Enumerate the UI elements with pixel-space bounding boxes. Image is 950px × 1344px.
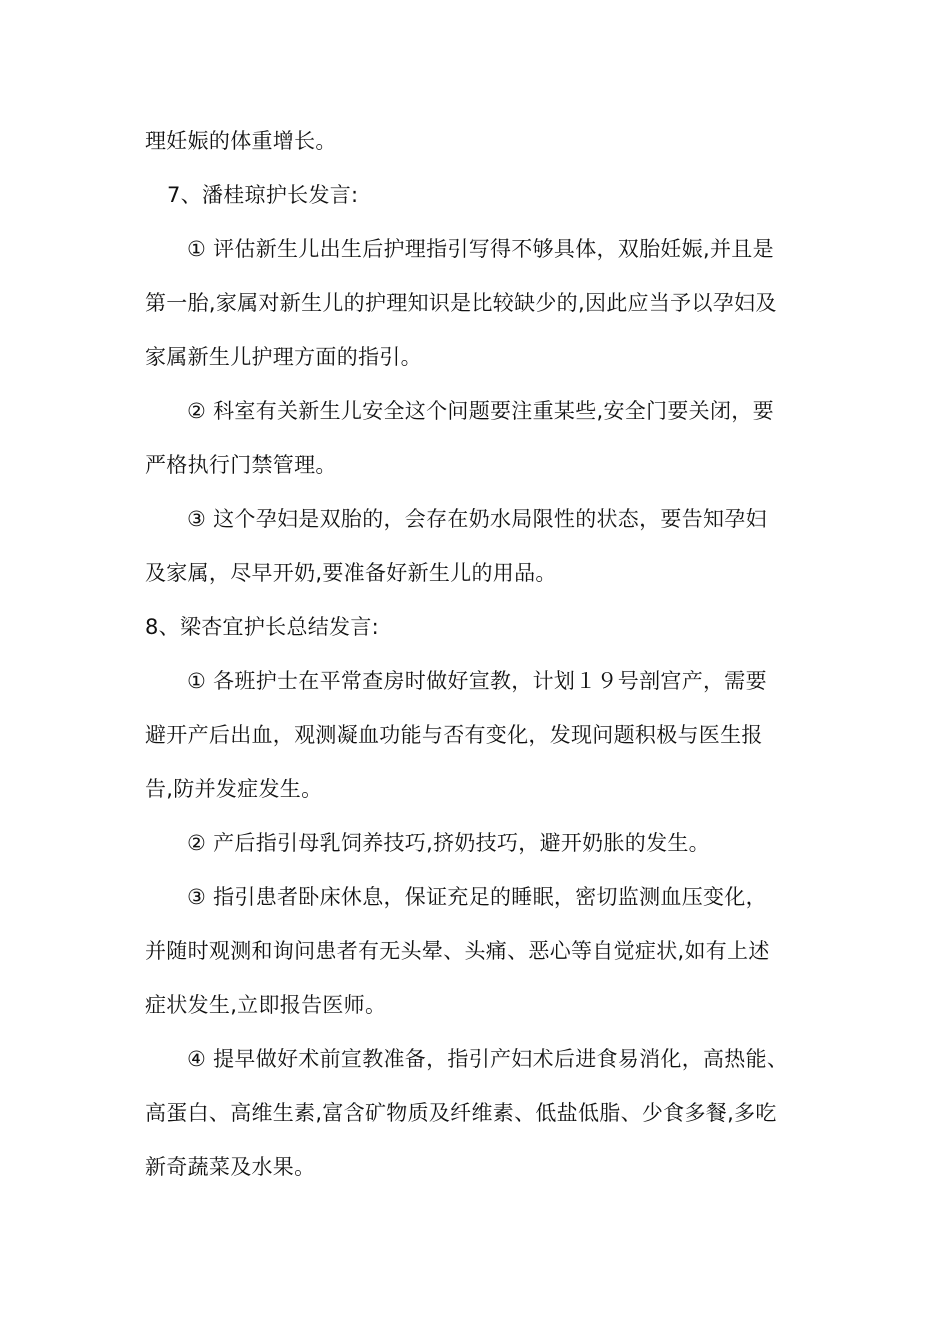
text-line-5: 家属新生儿护理方面的指引。 [145, 345, 422, 369]
text-line-15: ③ 指引患者卧床休息，保证充足的睡眠，密切监测血压变化， [187, 885, 767, 909]
section-heading-7: 7、潘桂琼护长发言: [167, 183, 359, 207]
text-line-8: ③ 这个孕妇是双胎的，会存在奶水局限性的状态，要告知孕妇 [187, 507, 767, 531]
text-line-20: 新奇蔬菜及水果。 [145, 1155, 316, 1179]
text-line-12: 避开产后出血，观测凝血功能与否有变化，发现问题积极与医生报 [145, 723, 763, 747]
text-line-9: 及家属，尽早开奶,要准备好新生儿的用品。 [145, 561, 557, 585]
text-line-7: 严格执行门禁管理。 [145, 453, 337, 477]
section-heading-8: 8、梁杏宜护长总结发言: [145, 615, 380, 639]
text-line-18: ④ 提早做好术前宣教准备，指引产妇术后进食易消化，高热能、 [187, 1047, 789, 1071]
text-line-3: ① 评估新生儿出生后护理指引写得不够具体，双胎妊娠,并且是 [187, 237, 774, 261]
text-line-4: 第一胎,家属对新生儿的护理知识是比较缺少的,因此应当予以孕妇及 [145, 291, 777, 315]
text-line-17: 症状发生,立即报告医师。 [145, 993, 387, 1017]
text-line-6: ② 科室有关新生儿安全这个问题要注重某些,安全门要关闭，要 [187, 399, 774, 423]
text-line-13: 告,防并发症发生。 [145, 777, 323, 801]
text-line-11: ① 各班护士在平常查房时做好宣教，计划１９号剖宫产，需要 [187, 669, 767, 693]
text-line-16: 并随时观测和询问患者有无头晕、头痛、恶心等自觉症状,如有上述 [145, 939, 770, 963]
text-line-1: 理妊娠的体重增长。 [145, 129, 337, 153]
text-line-19: 高蛋白、高维生素,富含矿物质及纤维素、低盐低脂、少食多餐,多吃 [145, 1101, 777, 1125]
text-line-14: ② 产后指引母乳饲养技巧,挤奶技巧，避开奶胀的发生。 [187, 831, 710, 855]
